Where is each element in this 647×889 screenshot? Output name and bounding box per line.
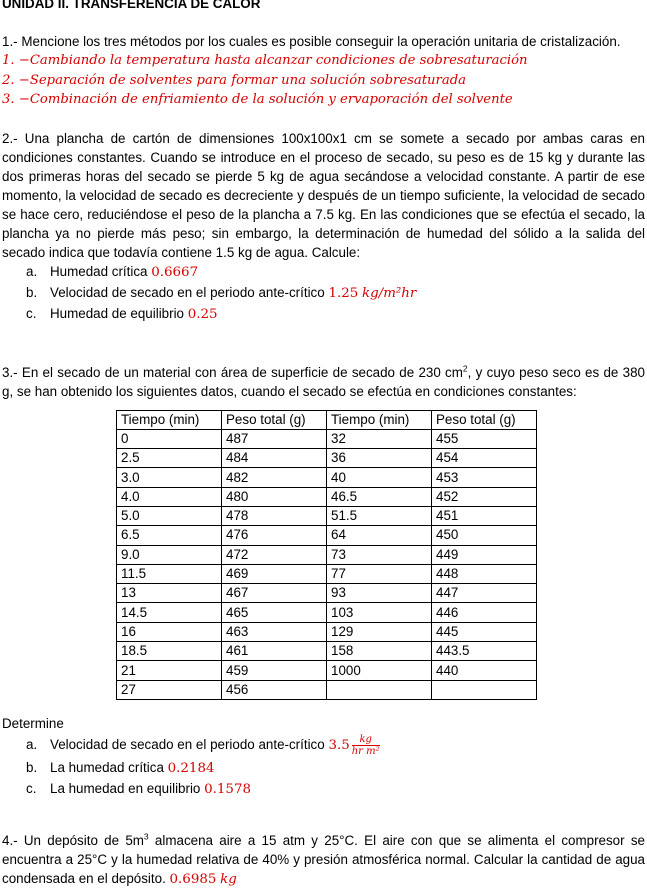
table-row	[117, 622, 537, 641]
table-row	[117, 429, 537, 448]
table-cell: 2.5	[117, 449, 222, 468]
table-cell: 3.0	[117, 468, 222, 487]
table-cell: 450	[432, 526, 537, 545]
table-cell: 158	[327, 642, 432, 661]
table-cell: 478	[222, 506, 327, 525]
table-cell: 449	[432, 545, 537, 564]
question-3-item-a	[2, 733, 645, 758]
table-cell: 6.5	[117, 526, 222, 545]
question-4-text	[2, 831, 645, 889]
item-label: Humedad de equilibrio	[50, 305, 184, 321]
table-cell: 14.5	[117, 603, 222, 622]
table-cell: 487	[222, 429, 327, 448]
table-cell: 16	[117, 622, 222, 641]
item-label: Velocidad de secado en el periodo ante-crítico	[50, 736, 325, 752]
table-cell: 5.0	[117, 506, 222, 525]
item-answer: 1.25	[328, 285, 359, 301]
table-cell: 77	[327, 564, 432, 583]
table-cell: 103	[327, 603, 432, 622]
item-marker: a.	[26, 263, 38, 279]
item-marker: b.	[26, 284, 38, 300]
table-cell: 452	[432, 487, 537, 506]
table-cell: 461	[222, 642, 327, 661]
header-peso-1: Peso total (g)	[222, 410, 327, 429]
item-marker: c.	[26, 305, 37, 321]
question-3-text-part1: 3.- En el secado de un material con área de superficie de secado de 230 cm	[2, 364, 463, 380]
table-cell: 46.5	[327, 487, 432, 506]
question-3-items	[2, 733, 645, 800]
table-row	[117, 506, 537, 525]
table-row	[117, 584, 537, 603]
table-row	[117, 680, 537, 699]
question-4-answer: 0.6985	[169, 871, 217, 887]
table-cell: 463	[222, 622, 327, 641]
table-cell: 484	[222, 449, 327, 468]
table-cell: 11.5	[117, 564, 222, 583]
table-cell: 4.0	[117, 487, 222, 506]
table-cell: 453	[432, 468, 537, 487]
table-cell: 443.5	[432, 642, 537, 661]
table-cell: 454	[432, 449, 537, 468]
item-marker: c.	[26, 780, 37, 796]
table-cell: 465	[222, 603, 327, 622]
table-row	[117, 487, 537, 506]
question-3-item-b	[2, 758, 645, 779]
table-cell: 21	[117, 661, 222, 680]
table-cell: 9.0	[117, 545, 222, 564]
item-answer-unit: kg/m²hr	[362, 285, 417, 301]
item-answer: 0.1578	[204, 781, 251, 797]
table-row	[117, 449, 537, 468]
table-body	[117, 429, 537, 699]
item-label: Velocidad de secado en el periodo ante-crítico	[50, 284, 325, 300]
table-cell: 0	[117, 429, 222, 448]
table-cell: 93	[327, 584, 432, 603]
table-cell: 456	[222, 680, 327, 699]
question-4-text-part2: almacena aire a 15 atm y 25°C. El aire con que se alimenta el compresor se encuentra a 25°C y la humedad relativa de 40% y presión atmosférica normal. Calcular la cantidad de agua condensada en el depósito.	[2, 832, 645, 886]
table-row	[117, 526, 537, 545]
question-3-item-c	[2, 779, 645, 800]
question-3-text	[2, 363, 645, 401]
table-cell: 476	[222, 526, 327, 545]
table-cell: 32	[327, 429, 432, 448]
table-cell: 36	[327, 449, 432, 468]
question-2-text: 2.- Una plancha de cartón de dimensiones 100x100x1 cm se somete a secado por ambas caras en condiciones constantes. Cuando se introduce en el proceso de secado, su peso es de 15 kg y durante las dos primeras horas del secado se pierde 5 kg de agua secándose a velocidad constante. A partir de ese momento, la velocidad de secado es decreciente y después de un tiempo suficiente, la velocidad de secado se hace cero, reduciéndose el peso de la plancha a 7.5 kg. En las condiciones que se efectúa el secado, la plancha ya no pierde más peso; sin embargo, la determinación de humedad del sólido a la salida del secado indica que todavía contiene 1.5 kg de agua. Calcule:	[2, 130, 645, 260]
table-row	[117, 661, 537, 680]
determine-label: Determine	[2, 715, 64, 731]
table-row	[117, 468, 537, 487]
spacer	[2, 344, 645, 363]
unit-title: UNIDAD II. TRANSFERENCIA DE CALOR	[2, 0, 261, 11]
table-header-row	[117, 410, 537, 429]
table-cell: 447	[432, 584, 537, 603]
spacer	[2, 700, 645, 714]
table-cell: 445	[432, 622, 537, 641]
table-cell	[432, 680, 537, 699]
item-label: La humedad crítica	[50, 759, 164, 775]
spacer	[2, 110, 645, 129]
item-answer-fraction	[352, 734, 380, 757]
table-cell	[327, 680, 432, 699]
table-cell: 469	[222, 564, 327, 583]
item-answer: 0.6667	[151, 264, 199, 280]
table-row	[117, 642, 537, 661]
table-cell: 73	[327, 545, 432, 564]
table-cell: 448	[432, 564, 537, 583]
question-2-items	[2, 262, 645, 325]
question-1-answer-1: 1. −Cambiando la temperatura hasta alcanzar condiciones de sobresaturación	[2, 53, 528, 68]
header-tiempo-2: Tiempo (min)	[327, 410, 432, 429]
table-row	[117, 545, 537, 564]
header-tiempo-1: Tiempo (min)	[117, 410, 222, 429]
question-3-superscript: 2	[462, 363, 468, 374]
item-label: La humedad en equilibrio	[50, 780, 201, 796]
item-answer: 0.2184	[167, 760, 215, 776]
question-1-answer-3: 3. −Combinación de enfriamiento de la solución y ervaporación del solvente	[2, 92, 513, 107]
question-1-answer-2: 2. −Separación de solventes para formar una solución sobresaturada	[2, 72, 467, 88]
table-cell: 18.5	[117, 642, 222, 661]
table-cell: 1000	[327, 661, 432, 680]
spacer	[2, 325, 645, 344]
header-peso-2: Peso total (g)	[432, 410, 537, 429]
question-4-superscript: 3	[143, 831, 149, 842]
spacer	[2, 13, 645, 32]
table-cell: 129	[327, 622, 432, 641]
question-3-text-part2: , y cuyo peso seco es de 380 g, se han obtenido los siguientes datos, cuando el secado se efectúa en condiciones constantes:	[2, 364, 645, 399]
question-2-item-a	[2, 262, 645, 283]
drying-data-table	[116, 410, 537, 700]
table-row	[117, 603, 537, 622]
item-answer: 0.25	[187, 306, 218, 322]
table-cell: 459	[222, 661, 327, 680]
table-cell: 472	[222, 545, 327, 564]
table-cell: 480	[222, 487, 327, 506]
spacer	[2, 800, 645, 819]
item-marker: a.	[26, 736, 38, 752]
table-cell: 451	[432, 506, 537, 525]
table-cell: 64	[327, 526, 432, 545]
fraction-denominator: hr m²	[351, 745, 380, 757]
question-2-item-b	[2, 283, 645, 304]
question-4-text-part1: 4.- Un depósito de 5m	[2, 832, 144, 848]
table-cell: 455	[432, 429, 537, 448]
item-answer: 3.5	[328, 737, 350, 753]
question-1-text: 1.- Mencione los tres métodos por los cuales es posible conseguir la operación unitaria de cristalización.	[2, 34, 621, 49]
question-4-answer-unit: kg	[220, 871, 237, 887]
table-cell: 13	[117, 584, 222, 603]
table-cell: 446	[432, 603, 537, 622]
question-2-item-c	[2, 304, 645, 325]
table-cell: 482	[222, 468, 327, 487]
table-cell: 27	[117, 680, 222, 699]
fraction-numerator: kg	[352, 734, 380, 746]
table-cell: 467	[222, 584, 327, 603]
table-cell: 440	[432, 661, 537, 680]
table-row	[117, 564, 537, 583]
item-marker: b.	[26, 759, 38, 775]
spacer	[2, 819, 645, 831]
table-cell: 51.5	[327, 506, 432, 525]
table-cell: 40	[327, 468, 432, 487]
item-label: Humedad crítica	[50, 263, 148, 279]
